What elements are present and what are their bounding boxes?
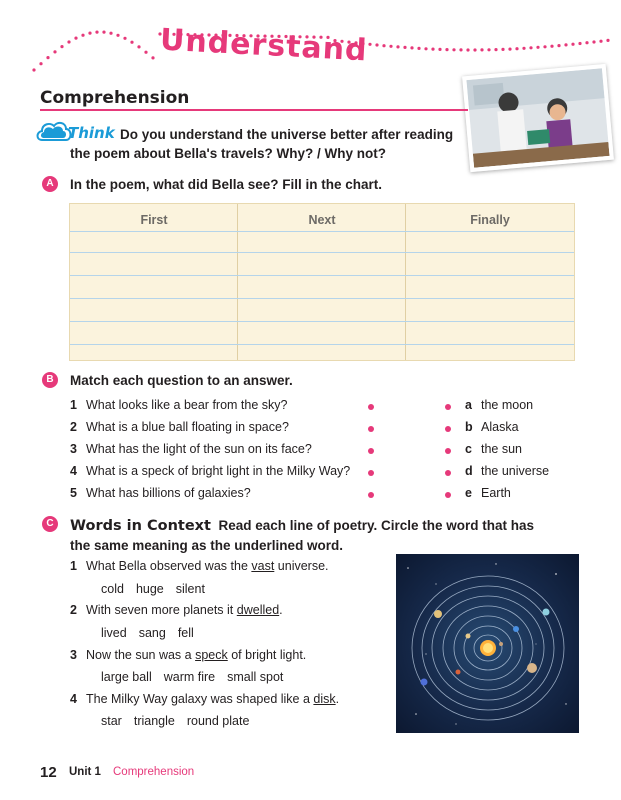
word-options <box>101 582 217 596</box>
decorative-dot <box>60 45 63 48</box>
word-option[interactable]: star <box>101 714 122 728</box>
decorative-dot <box>417 47 420 50</box>
decorative-dot <box>480 48 483 51</box>
word-option[interactable]: fell <box>177 626 194 640</box>
word-option[interactable]: triangle <box>133 714 175 728</box>
decorative-dot <box>130 41 133 44</box>
think-label: Think <box>68 124 115 142</box>
decorative-dot <box>459 48 462 51</box>
match-question: 4 What is a speck of bright light in the Milky Way? <box>70 464 351 478</box>
decorative-dot <box>438 48 441 51</box>
decorative-dot <box>529 46 532 49</box>
decorative-dot <box>81 34 84 37</box>
activity-a-badge: A <box>42 176 58 192</box>
decorative-dot <box>585 41 588 44</box>
decorative-dot <box>389 45 392 48</box>
match-dot-left[interactable] <box>368 448 374 454</box>
decorative-dot <box>473 48 476 51</box>
match-dot-right[interactable] <box>445 448 451 454</box>
match-dot-right[interactable] <box>445 404 451 410</box>
match-dot-left[interactable] <box>368 404 374 410</box>
word-options <box>101 626 206 640</box>
story-illustration <box>462 64 614 172</box>
footer-unit: Unit 1 <box>69 766 101 778</box>
decorative-dot <box>109 32 112 35</box>
decorative-dot <box>466 48 469 51</box>
word-option[interactable]: warm fire <box>163 670 216 684</box>
section-divider <box>40 109 468 111</box>
match-dot-left[interactable] <box>368 470 374 476</box>
match-dot-right[interactable] <box>445 492 451 498</box>
decorative-dot <box>151 56 154 59</box>
decorative-dot <box>375 43 378 46</box>
decorative-dot <box>144 51 147 54</box>
decorative-dot <box>123 37 126 40</box>
decorative-dot <box>550 45 553 48</box>
chart-column-divider <box>405 204 406 360</box>
decorative-dot <box>382 44 385 47</box>
decorative-dot <box>515 47 518 50</box>
decorative-dot <box>95 30 98 33</box>
decorative-dot <box>410 46 413 49</box>
decorative-dot <box>137 45 140 48</box>
match-answer: a the moon <box>465 398 534 412</box>
decorative-dot <box>67 40 70 43</box>
solar-system-image <box>396 554 579 733</box>
underlined-word: disk <box>313 692 336 706</box>
decorative-dot <box>32 68 35 71</box>
chart-writing-line <box>70 298 574 299</box>
word-option[interactable]: huge <box>135 582 164 596</box>
match-answer: d the universe <box>465 464 550 478</box>
chart-writing-line <box>70 275 574 276</box>
decorative-dot <box>39 62 42 65</box>
match-question: 5 What has billions of galaxies? <box>70 486 251 500</box>
match-dot-right[interactable] <box>445 470 451 476</box>
decorative-dot <box>557 44 560 47</box>
match-dot-right[interactable] <box>445 426 451 432</box>
decorative-dot <box>74 37 77 40</box>
decorative-dot <box>452 48 455 51</box>
activity-b-badge: B <box>42 372 58 388</box>
word-option[interactable]: sang <box>138 626 166 640</box>
match-answer: e Earth <box>465 486 511 500</box>
word-options <box>101 670 295 684</box>
activity-c-instruction: Words in Context Read each line of poetry. Circle the word that has the same meaning as the underlined word. <box>70 518 535 553</box>
decorative-dot <box>536 46 539 49</box>
match-question: 2 What is a blue ball floating in space? <box>70 420 289 434</box>
fill-in-chart <box>69 203 575 361</box>
chart-writing-line <box>70 252 574 253</box>
match-question: 1 What looks like a bear from the sky? <box>70 398 288 412</box>
decorative-dot <box>88 31 91 34</box>
chart-column-divider <box>237 204 238 360</box>
decorative-dot <box>53 50 56 53</box>
decorative-dot <box>571 43 574 46</box>
match-answer: c the sun <box>465 442 523 456</box>
decorative-dot <box>424 47 427 50</box>
decorative-dot <box>599 40 602 43</box>
match-dot-left[interactable] <box>368 492 374 498</box>
page-number: 12 <box>40 764 57 781</box>
decorative-dot <box>494 48 497 51</box>
decorative-dot <box>578 42 581 45</box>
underlined-word: vast <box>251 559 275 573</box>
chart-header-first: First <box>140 213 168 227</box>
decorative-dot <box>487 48 490 51</box>
word-option[interactable]: lived <box>101 626 127 640</box>
chart-writing-line <box>70 344 574 345</box>
decorative-dot <box>592 40 595 43</box>
poetry-line: 4 The Milky Way galaxy was shaped like a disk. <box>70 692 340 706</box>
activity-b-instruction: Match each question to an answer. <box>70 373 293 388</box>
decorative-dot <box>431 48 434 51</box>
underlined-word: dwelled <box>236 603 280 617</box>
decorative-dot <box>606 39 609 42</box>
decorative-dot <box>501 48 504 51</box>
section-title: Comprehension <box>40 88 190 108</box>
word-option[interactable]: silent <box>175 582 205 596</box>
decorative-dot <box>403 46 406 49</box>
poetry-line: 3 Now the sun was a speck of bright light. <box>70 648 307 662</box>
chart-writing-line <box>70 321 574 322</box>
decorative-dot <box>445 48 448 51</box>
chart-header-finally: Finally <box>470 213 510 227</box>
word-option[interactable]: small spot <box>227 670 284 684</box>
word-option[interactable]: round plate <box>186 714 250 728</box>
decorative-dot <box>543 45 546 48</box>
match-answer: b Alaska <box>465 420 519 434</box>
word-option[interactable]: large ball <box>101 670 152 684</box>
word-options <box>101 714 261 728</box>
poetry-line: 2 With seven more planets it dwelled. <box>70 603 283 617</box>
activity-a-instruction: In the poem, what did Bella see? Fill in the chart. <box>70 177 383 192</box>
chart-writing-line <box>70 231 574 232</box>
words-in-context-heading: Words in Context <box>70 518 211 534</box>
decorative-dot <box>396 45 399 48</box>
decorative-dot <box>368 43 371 46</box>
decorative-dot <box>46 56 49 59</box>
banner-title: Understand <box>159 22 369 69</box>
chart-header-next: Next <box>308 213 336 227</box>
poetry-line: 1 What Bella observed was the vast universe. <box>70 559 329 573</box>
match-dot-left[interactable] <box>368 426 374 432</box>
decorative-dot <box>564 43 567 46</box>
decorative-dot <box>508 48 511 51</box>
decorative-dot <box>102 30 105 33</box>
decorative-dot <box>522 47 525 50</box>
decorative-dot <box>116 34 119 37</box>
activity-c-badge: C <box>42 516 58 532</box>
match-question: 3 What has the light of the sun on its face? <box>70 442 312 456</box>
footer-section: Comprehension <box>113 766 195 778</box>
word-option[interactable]: cold <box>101 582 124 596</box>
underlined-word: speck <box>195 648 228 662</box>
think-question: Do you understand the universe better after reading the poem about Bella's travels? Why? / Why not? <box>70 127 454 161</box>
